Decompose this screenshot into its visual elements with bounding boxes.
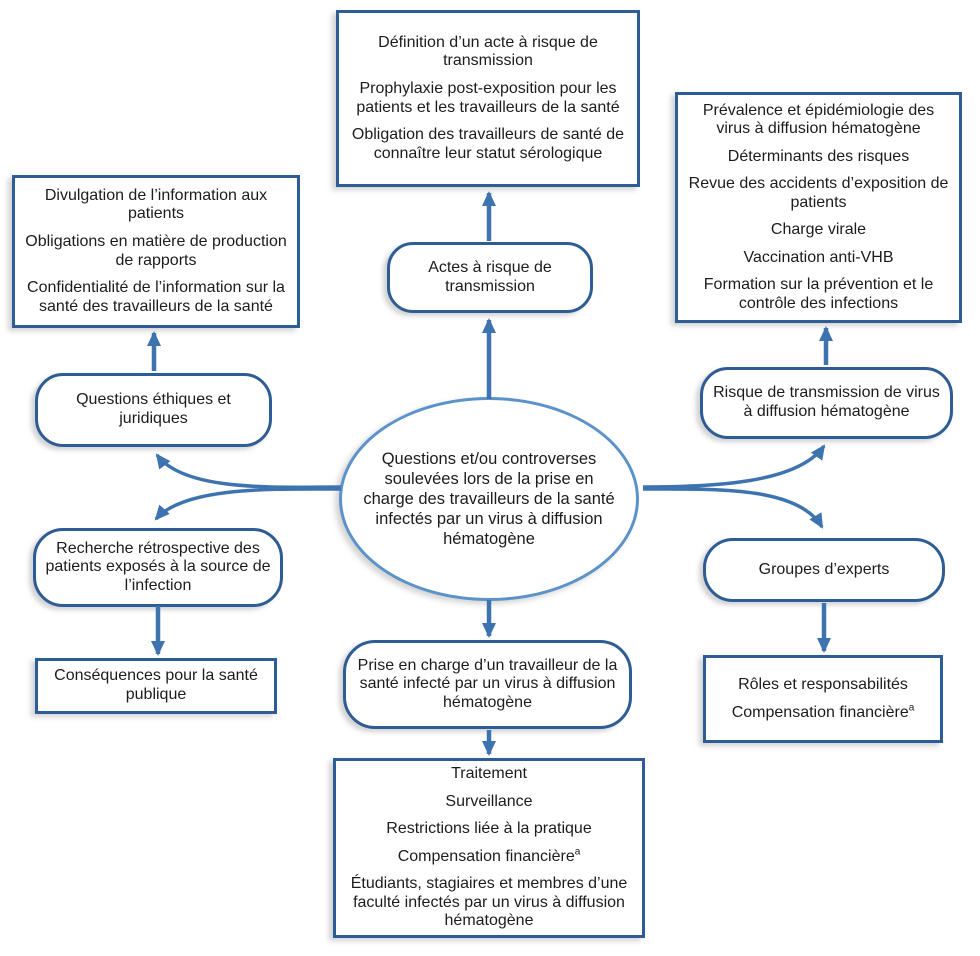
list-item: Traitement — [451, 765, 527, 783]
list-item: Définition d’un acte à risque de transmission — [378, 33, 598, 70]
list-item: Vaccination anti-VHB — [743, 248, 894, 266]
box-management-topics — [333, 758, 645, 938]
list-item: Obligation des travailleurs de santé de connaître leur statut sérologique — [351, 126, 625, 162]
central-ellipse — [339, 397, 639, 601]
node-recherche-retrospective — [33, 528, 283, 607]
arrow-ellipse-to-groupes — [643, 489, 822, 527]
list-item: Prophylaxie post-exposition pour les patients et les travailleurs de la santé — [356, 79, 620, 116]
list-item: Prévalence et épidémiologie des virus à diffusion hématogène — [702, 101, 935, 138]
node-label: Risque de transmission de virus à diffusion hématogène — [713, 384, 940, 420]
box-transmission-topics — [336, 10, 640, 187]
node-questions-ethiques — [35, 373, 272, 447]
list-item: Restrictions liée à la pratique — [386, 820, 592, 838]
node-label: Recherche rétrospective des patients exposés à la source de l’infection — [45, 539, 271, 594]
node-groupes-experts — [703, 538, 945, 602]
list-item — [398, 848, 581, 867]
list-item: Confidentialité de l’information sur la santé des travailleurs de la santé — [27, 279, 285, 315]
list-item: Obligations en matière de production de rapports — [25, 232, 287, 269]
list-item: Étudiants, stagiaires et membres d’une faculté infectés par un virus à diffusion hématogène — [350, 875, 628, 930]
list-item — [732, 704, 915, 723]
node-label: Actes à risque de transmission — [428, 258, 552, 295]
list-item-text: Compensation financière — [397, 847, 575, 865]
box-public-health — [35, 658, 277, 714]
list-item: Charge virale — [770, 221, 867, 239]
list-item-text: Compensation financière — [731, 703, 909, 721]
footnote-marker: a — [908, 702, 915, 714]
footnote-marker: a — [574, 846, 581, 858]
list-item: Conséquences pour la santé publique — [54, 667, 258, 703]
arrow-ellipse-to-risque — [643, 446, 824, 487]
list-item: Revue des accidents d’exposition de patients — [688, 175, 949, 211]
node-label: Questions éthiques et juridiques — [76, 391, 231, 427]
node-risque-transmission — [700, 367, 953, 439]
box-ethics-topics — [12, 175, 300, 328]
arrow-ellipse-to-recherche — [156, 489, 341, 519]
list-item: Rôles et responsabilités — [738, 675, 908, 693]
list-item: Déterminants des risques — [727, 147, 910, 165]
arrow-ellipse-to-ethiques — [157, 455, 341, 487]
central-question-text: Questions et/ou controverses soulevées lors de la prise en charge des travailleurs de la santé infectés par un virus à diffusion hématogène — [363, 449, 615, 549]
node-label: Groupes d’experts — [758, 560, 890, 578]
box-experts-topics — [703, 655, 943, 743]
list-item: Formation sur la prévention et le contrôle des infections — [703, 276, 934, 312]
node-prise-en-charge — [343, 640, 632, 729]
node-label: Prise en charge d’un travailleur de la santé infecté par un virus à diffusion hématogène — [357, 656, 618, 711]
box-risk-topics — [675, 92, 962, 323]
list-item: Divulgation de l’information aux patients — [44, 186, 268, 223]
node-actes-risque — [387, 242, 593, 313]
list-item: Surveillance — [445, 792, 533, 810]
